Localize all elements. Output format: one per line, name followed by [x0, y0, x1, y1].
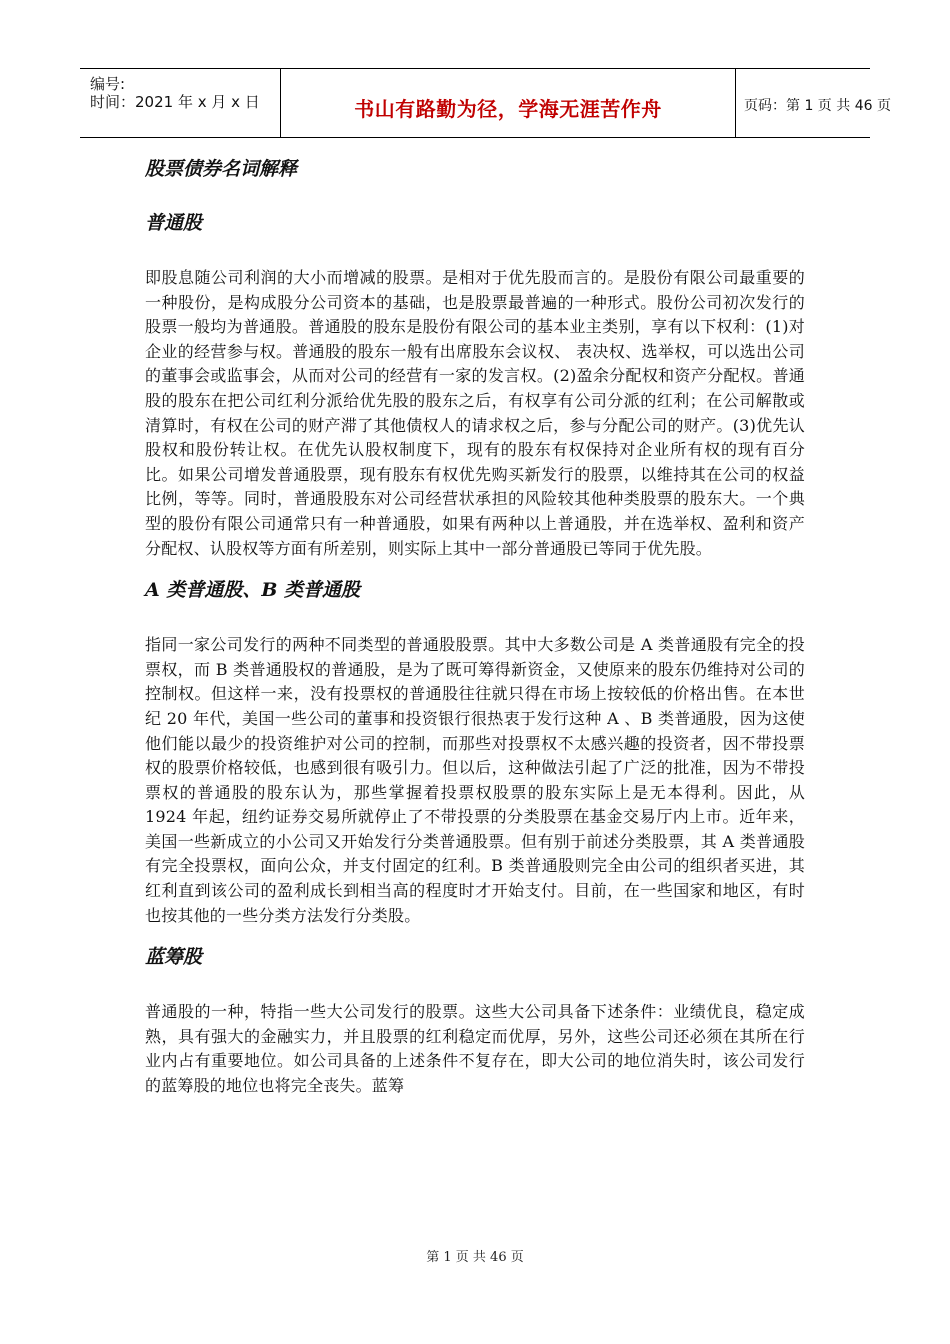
- document-body: [145, 152, 805, 1099]
- section-heading: A 类普通股、B 类普通股: [145, 579, 361, 602]
- section-paragraph: 即股息随公司利润的大小而增减的股票。是相对于优先股而言的。是股份有限公司最重要的一种股份，是构成股分公司资本的基础，也是股票最普遍的一种形式。股份公司初次发行的股票一般均为普通股。普通股的股东是股份有限公司的基本业主类别，享有以下权利：(1)对企业的经营参与权。普通股的股东一般有出席股东会议权、 表决权、选举权，可以选出公司的董事会或监事会，从而对公司的经营有一家的发言权。(2)盈余分配权和资产分配权。普通股的股东在把公司红利分派给优先股的股东之后，有权享有公司分派的红利；在公司解散或清算时，有权在公司的财产滞了其他债权人的请求权之后，参与分配公司的财产。(3)优先认股权和股份转让权。在优先认股权制度下，现有的股东有权保持对企业所有权的现有百分比。如果公司增发普通股票，现有股东有权优先购买新发行的股票，以维持其在公司的权益比例，等等。同时，普通股股东对公司经营状承担的风险较其他种类股票的股东大。一个典型的股份有限公司通常只有一种普通股，如果有两种以上普通股，并在选举权、盈利和资产分配权、认股权等方面有所差别，则实际上其中一部分普通股已等同于优先股。: [145, 268, 805, 558]
- header-page-cell: [736, 69, 891, 137]
- header-page-info: 页码：第 1 页 共 46 页: [744, 98, 891, 114]
- header-motto-cell: [281, 69, 736, 137]
- document-title: 股票债券名词解释: [145, 158, 298, 180]
- page-footer: 第 1 页 共 46 页: [426, 1250, 524, 1265]
- header-meta-cell: [80, 69, 281, 137]
- document-time-label: 时间：2021 年 x 月 x 日: [90, 93, 260, 111]
- section-paragraph: 指同一家公司发行的两种不同类型的普通股股票。其中大多数公司是 A 类普通股有完全的投票权，而 B 类普通股权的普通股，是为了既可筹得新资金，又使原来的股东仍维持对公司的控制权。但这样一来，没有投票权的普通股往往就只得在市场上按较低的价格出售。在本世纪 20 年代，美国一些公司的董事和投资银行很热衷于发行这种 A 、B 类普通股，因为这使他们能以最少的投资维护对公司的控制，而那些对投票权不太感兴趣的投资者，因不带投票权的股票价格较低，也感到很有吸引力。但以后，这种做法引起了广泛的批准，因为不带投票权的普通股的股东认为，那些掌握着投票权股票的股东实际上是无本得利。因此，从 1924 年起，纽约证券交易所就停止了不带投票的分类股票在基金交易厅内上市。近年来，美国一些新成立的小公司又开始发行分类普通股票。但有别于前述分类股票，其 A 类普通股有完全投票权，面向公众，并支付固定的红利。B 类普通股则完全由公司的组织者买进，其红利直到该公司的盈利成长到相当高的程度时才开始支付。目前，在一些国家和地区，有时也按其他的一些分类方法发行分类股。: [145, 635, 805, 925]
- section-heading: 蓝筹股: [145, 946, 203, 969]
- page-header: [80, 68, 891, 138]
- section-paragraph: 普通股的一种，特指一些大公司发行的股票。这些大公司具备下述条件：业绩优良，稳定成熟，具有强大的金融实力，并且股票的红利稳定而优厚，另外，这些公司还必须在其所在行业内占有重要地位。如公司具备的上述条件不复存在，即大公司的地位消失时，该公司发行的蓝筹股的地位也将完全丧失。蓝筹: [145, 1002, 805, 1096]
- section-heading: 普通股: [145, 212, 203, 234]
- document-code-label: 编号:: [90, 75, 126, 93]
- header-motto: 书山有路勤为径，学海无涯苦作舟: [354, 97, 662, 121]
